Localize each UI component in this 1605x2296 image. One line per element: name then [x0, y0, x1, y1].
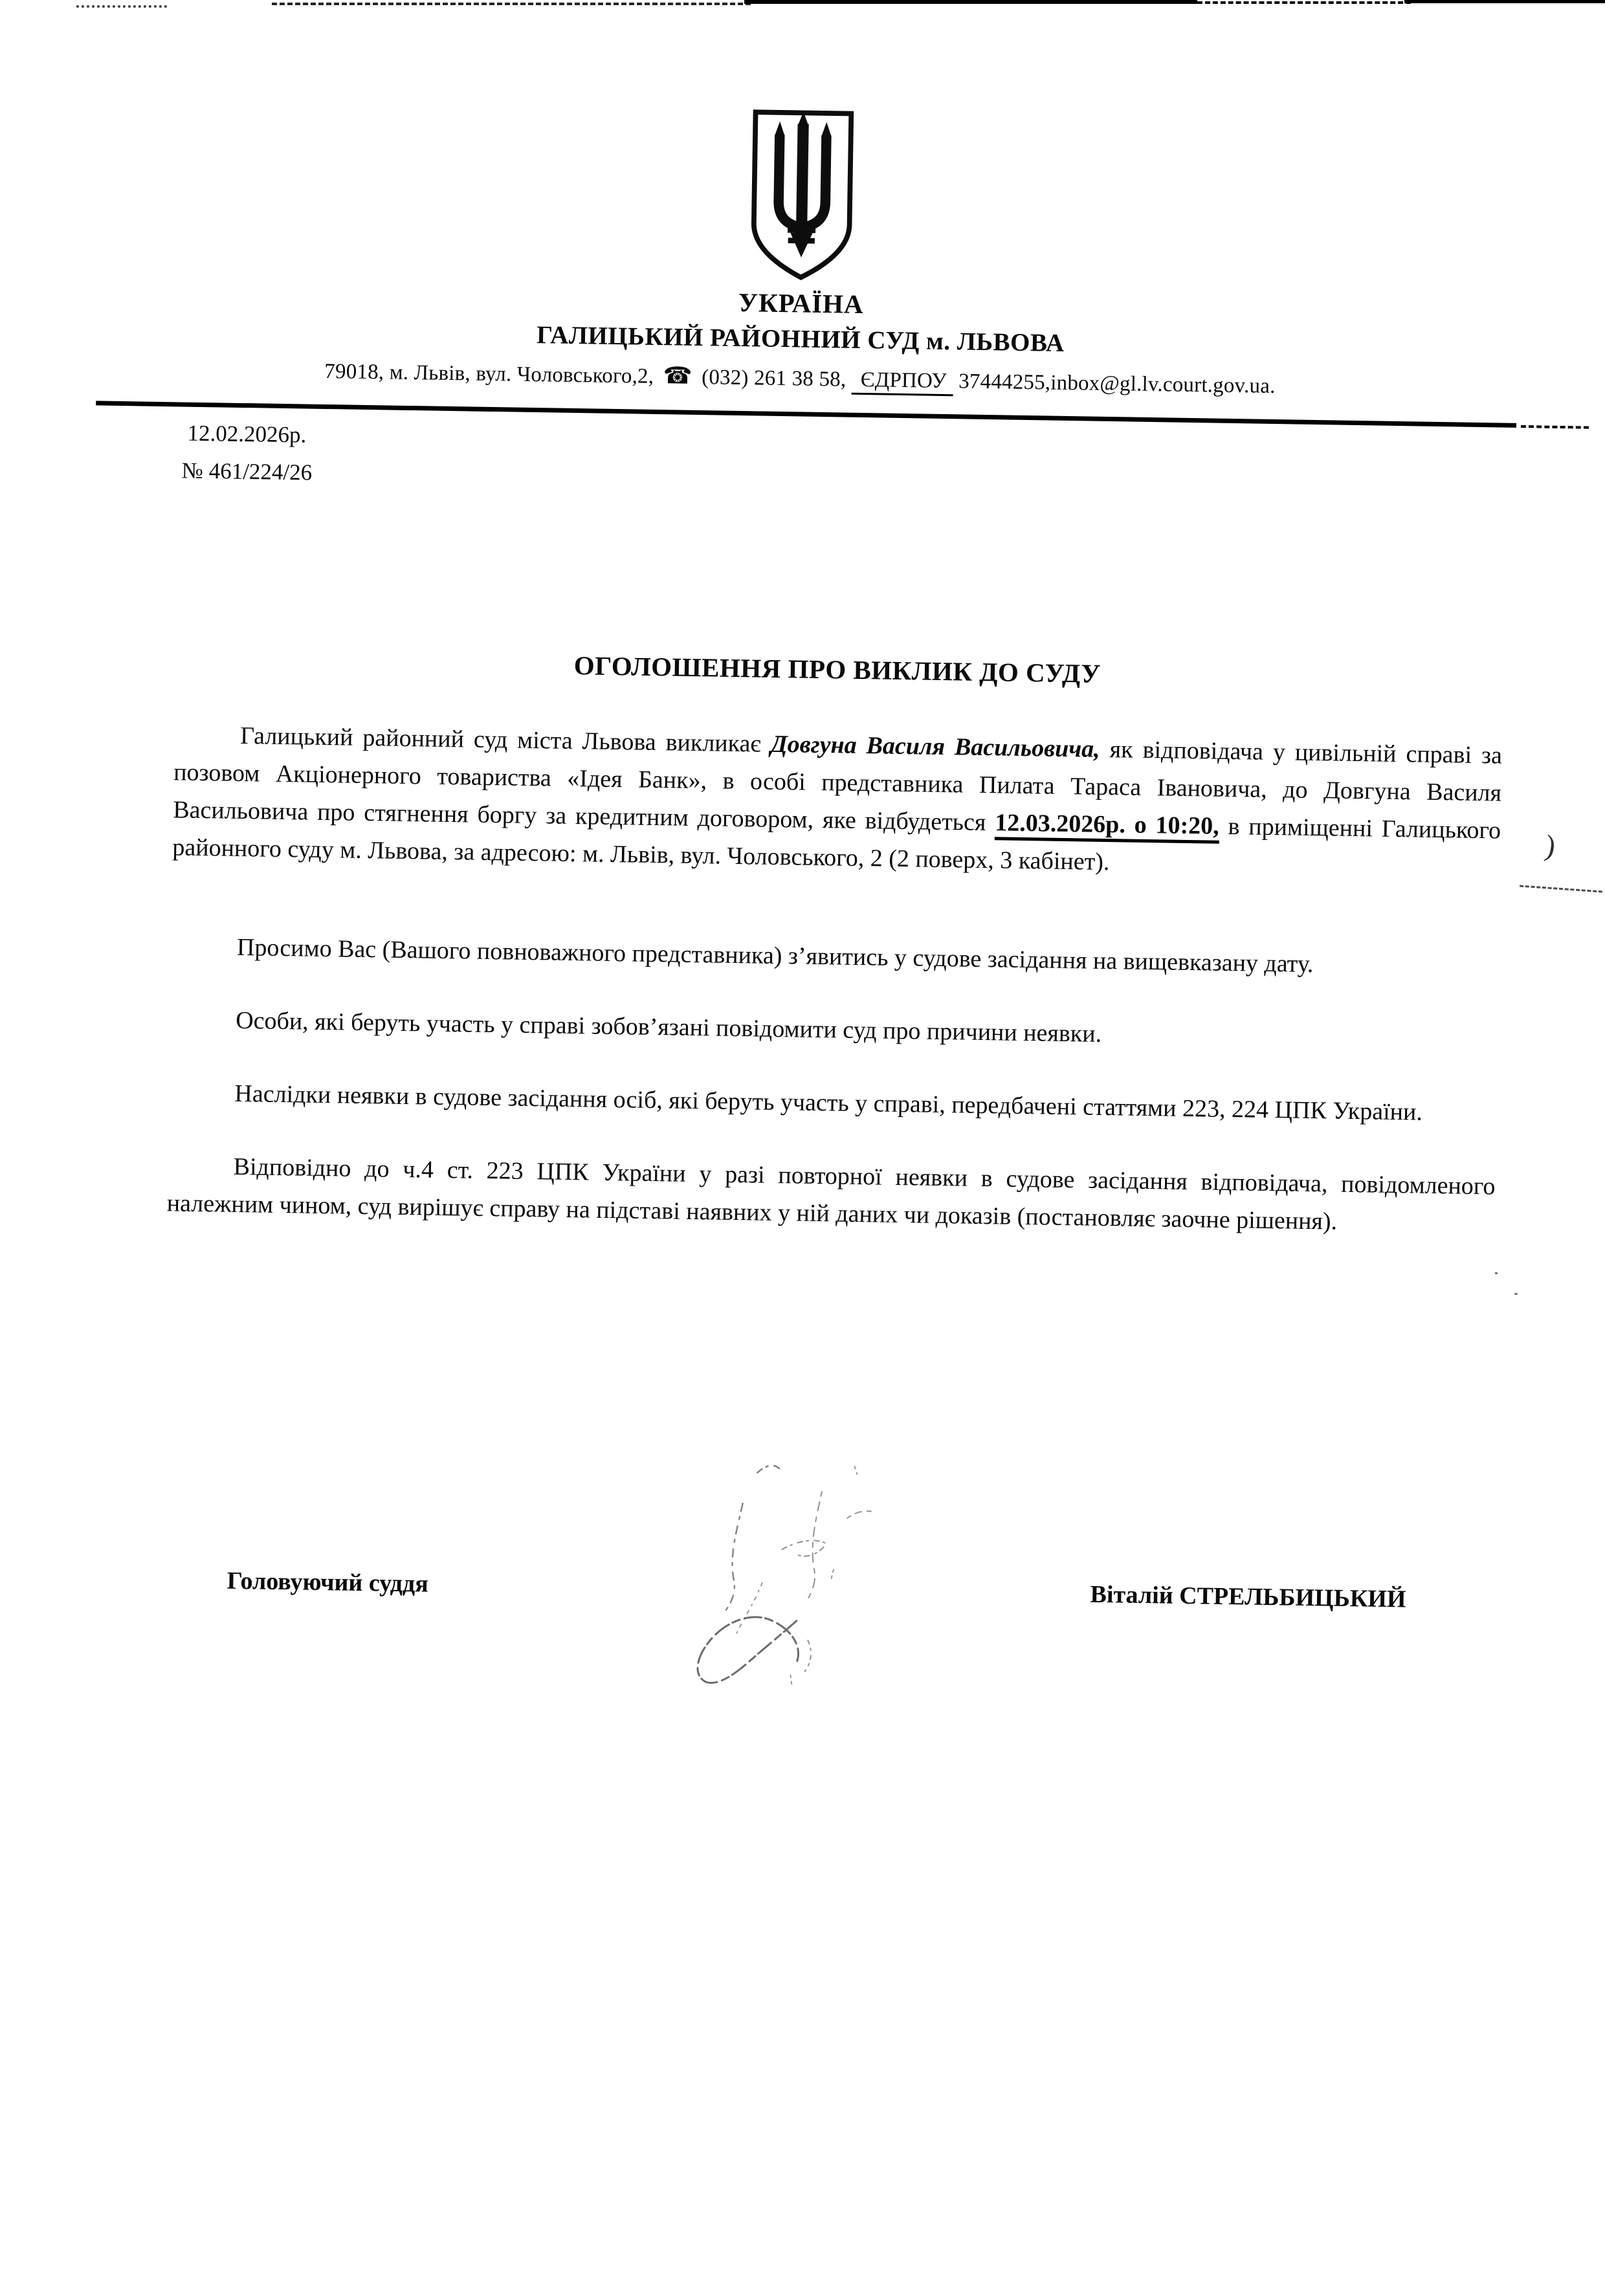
paragraph-request-to-appear: Просимо Вас (Вашого повноважного представника) з’явитись у судове засідання на вищевказану дату. — [236, 933, 1314, 978]
paragraph-duty-to-notify: Особи, які беруть участь у справі зобов’язані повідомити суд про причини неявки. — [235, 1006, 1102, 1048]
court-name: ГАЛИЦЬКИЙ РАЙОННИЙ СУД м. ЛЬВОВА — [536, 321, 1065, 357]
paragraph-text: як відповідача у цивільній справі за позовом Акціонерного товариства «Ідея Банк», в особі представника Пилата Тараса Івановича, до Довгуна Василя Васильовича про стягнення боргу за кредитним договором, яке відбудеться — [173, 735, 1503, 837]
paragraph-text: Галицький районний суд міста Львова викликає — [239, 722, 771, 758]
scan-artifact-bracket: ) — [1543, 828, 1558, 863]
header-divider-rule — [96, 401, 1516, 427]
court-address-line — [153, 354, 1447, 401]
case-number: № 461/224/26 — [181, 458, 313, 485]
phone-number: (032) 261 38 58, — [701, 366, 847, 392]
scan-artifact-top-dashes — [1197, 1, 1411, 4]
judge-role-label: Головуючий суддя — [227, 1567, 429, 1598]
scan-artifact-top-line — [744, 0, 1197, 4]
paragraph-summons — [172, 716, 1502, 887]
paragraph-text: в приміщенні Галицького районного суду м. Львова, за адресою: м. Львів, вул. Чоловського, 2 (2 поверх, 3 кабінет). — [172, 812, 1501, 876]
scan-artifact-top-line — [1404, 0, 1605, 3]
judge-name: Віталій СТРЕЛЬБИЦЬКИЙ — [1090, 1580, 1406, 1613]
header-divider-rule-dashes — [1521, 425, 1589, 429]
document-body — [166, 716, 1503, 1278]
defendant-name: Довгуна Василя Васильовича, — [770, 730, 1101, 763]
page-title: ОГОЛОШЕННЯ ПРО ВИКЛИК ДО СУДУ — [573, 650, 1101, 689]
edrpou-label: ЄДРПОУ — [851, 368, 953, 396]
hearing-datetime: 12.03.2026р. о 10:20, — [995, 809, 1219, 843]
edrpou-value-and-email: 37444255,inbox@gl.lv.court.gov.ua. — [958, 370, 1276, 399]
address-text: 79018, м. Львів, вул. Чоловського,2, — [324, 359, 654, 388]
ukraine-coat-of-arms-icon — [745, 107, 859, 286]
handwritten-signature-icon — [657, 1411, 907, 1703]
country-name: УКРАЇНА — [738, 287, 864, 320]
document-date: 12.02.2026р. — [187, 420, 307, 448]
paragraph-default-judgment: Відповідно до ч.4 ст. 223 ЦПК України у разі повторної неявки в судове засідання відповідача, повідомленого належним чином, суд вирішує справу на підставі наявних у ній даних чи доказів (постановляє заочне рішення). — [166, 1153, 1496, 1235]
telephone-icon: ☎ — [663, 362, 693, 389]
paragraph-consequences: Наслідки неявки в судове засідання осіб, які беруть участь у справі, передбачені статтями 223, 224 ЦПК України. — [234, 1079, 1423, 1126]
